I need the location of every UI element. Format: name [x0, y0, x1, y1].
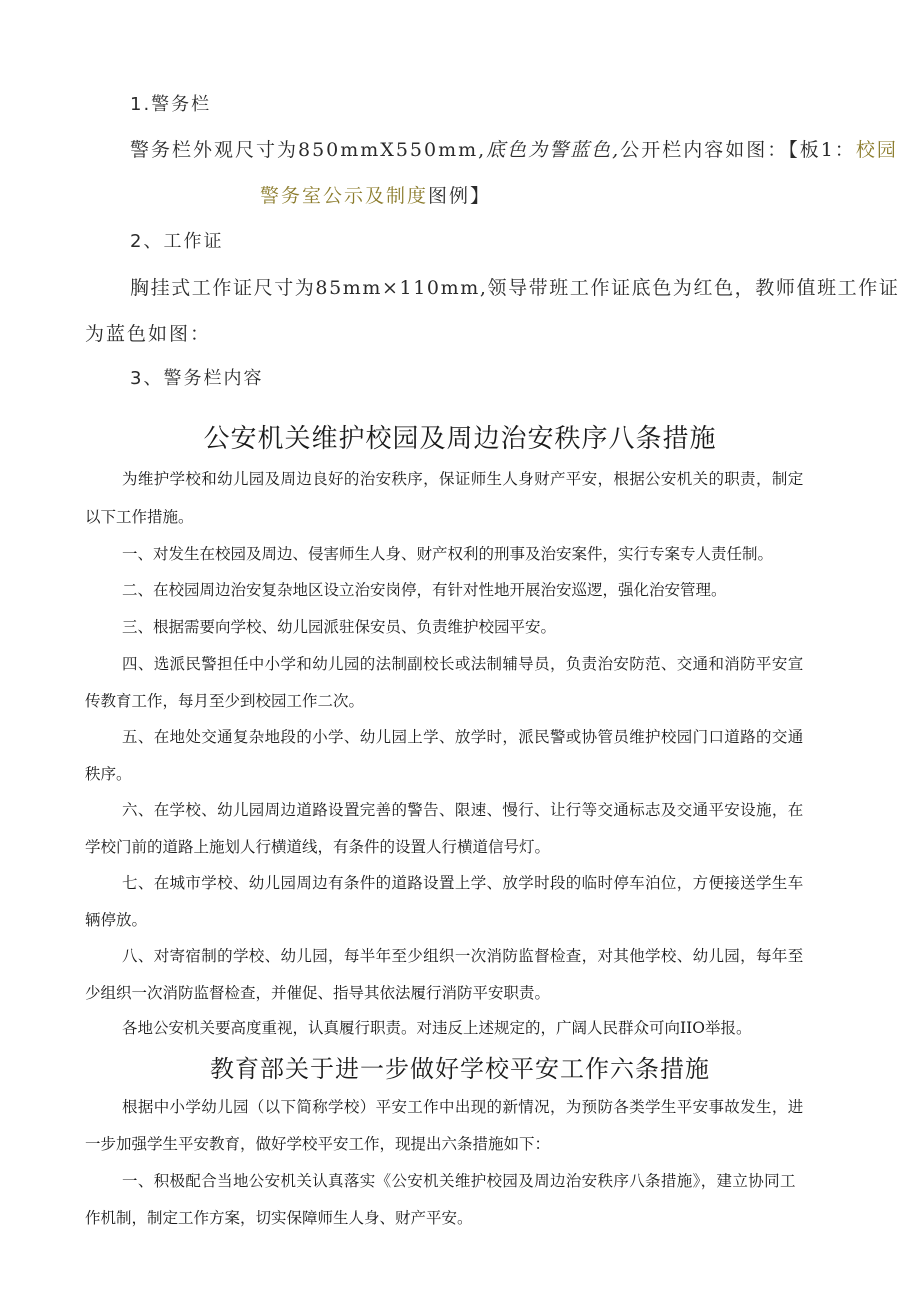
section1-line2-legend: 图例】	[428, 185, 492, 207]
section1-line1-board: 校园	[855, 139, 898, 161]
section3-heading: 3、警务栏内容	[130, 368, 264, 389]
section2-line2: 为蓝色如图：	[85, 323, 212, 345]
article1-paragraph-line: 学校门前的道路上施划人行横道线，有条件的设置人行横道信号灯。	[85, 838, 551, 856]
article1-paragraph-line: 各地公安机关要高度重视，认真履行职责。对违反上述规定的，广阔人民群众可向IIO举报。	[122, 1019, 752, 1037]
article1-paragraph-line: 八、对寄宿制的学校、幼儿园，每半年至少组织一次消防监督检查，对其他学校、幼儿园，每年至	[122, 947, 804, 965]
section1-line1-size: 警务栏外观尺寸为850mmX550mm,	[130, 139, 487, 161]
article2-paragraph-line: 一、积极配合当地公安机关认真落实《公安机关维护校园及周边治安秩序八条措施》，建立协同工	[122, 1172, 796, 1190]
article2-paragraph-line: 一步加强学生平安教育，做好学校平安工作，现提出六条措施如下：	[85, 1135, 551, 1153]
article1-paragraph-line: 以下工作措施。	[85, 508, 194, 526]
article1-paragraph-line: 为维护学校和幼儿园及周边良好的治安秩序，保证师生人身财产平安，根据公安机关的职责，制定	[122, 470, 804, 488]
article1-paragraph-line: 一、对发生在校园及周边、侵害师生人身、财产权利的刑事及治安案件，实行专案专人责任制。	[122, 545, 774, 563]
section2-heading: 2、工作证	[130, 231, 224, 252]
article1-paragraph-line: 六、在学校、幼儿园周边道路设置完善的警告、限速、慢行、让行等交通标志及交通平安设施，在	[122, 801, 804, 819]
article1-paragraph-line: 五、在地处交通复杂地段的小学、幼儿园上学、放学时，派民警或协管员维护校园门口道路的交通	[122, 728, 804, 746]
article2-title: 教育部关于进一步做好学校平安工作六条措施	[210, 1055, 710, 1083]
article1-paragraph-line: 传教育工作，每月至少到校园工作二次。	[85, 692, 365, 710]
article1-paragraph-line: 秩序。	[85, 765, 132, 783]
article1-paragraph-line: 辆停放。	[85, 911, 148, 929]
article1-paragraph-line: 三、根据需要向学校、幼儿园派驻保安员、负责维护校园平安。	[122, 618, 557, 636]
article1-paragraph-line: 七、在城市学校、幼儿园周边有条件的道路设置上学、放学时段的临时停车泊位，方便接送学生车	[122, 874, 804, 892]
section1-heading: 1.警务栏	[130, 94, 212, 115]
article2-paragraph-line: 作机制，制定工作方案，切实保障师生人身、财产平安。	[85, 1209, 473, 1227]
section1-line2-board: 警务室公示及制度	[260, 185, 429, 207]
article1-title: 公安机关维护校园及周边治安秩序八条措施	[203, 424, 717, 454]
article1-paragraph-line: 少组织一次消防监督检查，并催促、指导其依法履行消防平安职责。	[85, 984, 551, 1002]
article2-paragraph-line: 根据中小学幼儿园（以下简称学校）平安工作中出现的新情况，为预防各类学生平安事故发生，进	[122, 1098, 804, 1116]
article1-paragraph-line: 二、在校园周边治安复杂地区设立治安岗停，有针对性地开展治安巡逻，强化治安管理。	[122, 581, 727, 599]
section1-line1-content: 公开栏内容如图：【板1：	[620, 139, 856, 161]
section1-line1	[130, 138, 898, 162]
section2-line1: 胸挂式工作证尺寸为85mm×110mm,领导带班工作证底色为红色，教师值班工作证	[130, 277, 900, 299]
section1-line2	[260, 184, 491, 208]
section1-line1-color: 底色为警蓝色,	[486, 139, 621, 161]
article1-paragraph-line: 四、选派民警担任中小学和幼儿园的法制副校长或法制辅导员，负责治安防范、交通和消防平安宣	[122, 655, 804, 673]
